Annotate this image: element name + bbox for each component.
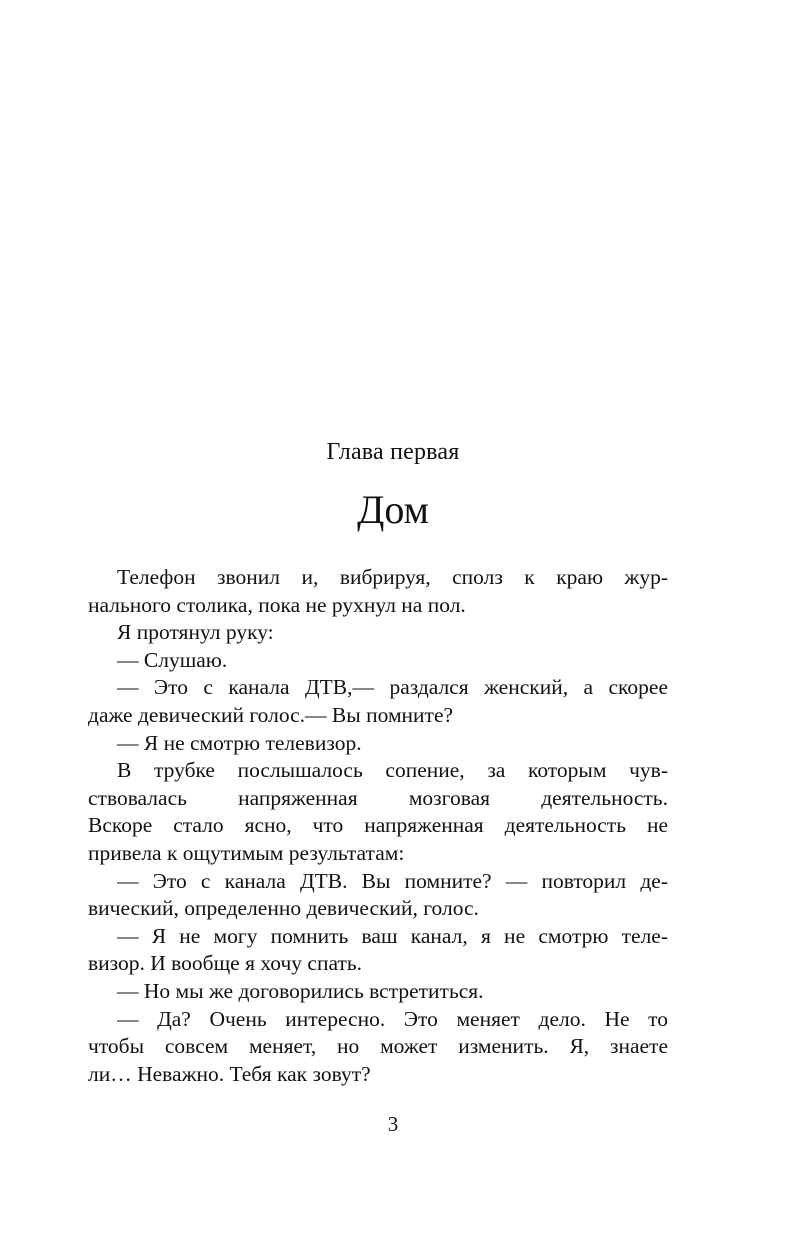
text-line: чтобы совсем меняет, но может изменить. Я, знаете <box>88 1034 668 1059</box>
text-line: даже девический голос.— Вы помните? <box>88 702 454 727</box>
text-line: Я протянул руку: <box>117 620 274 645</box>
text-line: — Я не смотрю телевизор. <box>117 730 362 755</box>
text-line: Вскоре стало ясно, что напряженная деятельность не <box>88 813 668 838</box>
text-line: ли… Неважно. Тебя как зовут? <box>88 1061 371 1086</box>
text-line: — Но мы же договорились встретиться. <box>117 978 484 1003</box>
chapter-label: Глава первая <box>326 439 460 465</box>
text-line: В трубке послышалось сопение, за которым чув- <box>117 758 668 783</box>
text-line: — Это с канала ДТВ. Вы помните? — повторил де- <box>117 868 668 893</box>
chapter-body <box>88 564 668 1088</box>
text-line: привела к ощутимым результатам: <box>88 840 405 865</box>
text-line: — Я не могу помнить ваш канал, я не смотрю теле- <box>117 923 668 948</box>
text-line: нального столика, пока не рухнул на пол. <box>88 592 466 617</box>
text-line: Телефон звонил и, вибрируя, сполз к краю жур- <box>117 565 668 589</box>
text-line: — Да? Очень интересно. Это меняет дело. Не то <box>117 1006 668 1031</box>
text-line: — Это с канала ДТВ,— раздался женский, а скорее <box>117 675 668 700</box>
chapter-title: Дом <box>357 487 429 532</box>
page-number: 3 <box>387 1112 399 1136</box>
text-line: вический, определенно девический, голос. <box>88 896 479 921</box>
text-line: ствовалась напряженная мозговая деятельность. <box>88 785 668 810</box>
text-line: визор. И вообще я хочу спать. <box>88 951 363 976</box>
text-line: — Слушаю. <box>117 647 228 672</box>
